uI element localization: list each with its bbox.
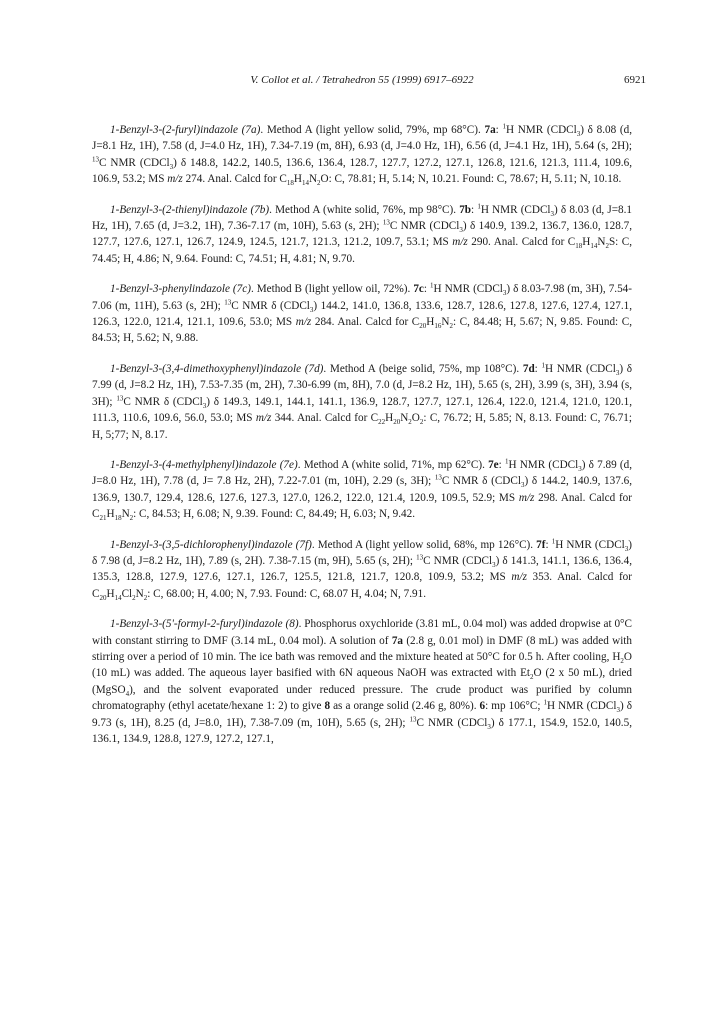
text-run: 284. Anal. Calcd for C: [311, 316, 420, 329]
compound-label: 7e: [488, 458, 499, 471]
text-run: C NMR δ (CDCl: [123, 395, 203, 408]
text-run: H NMR (CDCl: [546, 700, 617, 713]
subscript: 3: [624, 544, 629, 553]
compound-name: 1-Benzyl-3-(4-methylphenyl)indazole (7e): [110, 458, 298, 471]
text-run: ) δ 7.98 (d, J=8.2 Hz, 1H), 7.89 (s, 2H). 7.38-7.15 (m, 9H), 5.65 (s, 2H);: [92, 538, 633, 567]
text-run: 298. Anal. Calcd for C: [92, 491, 632, 521]
text-run: H NMR (CDCl: [505, 124, 577, 136]
subscript: 2: [605, 242, 609, 251]
subscript: 2: [419, 418, 424, 427]
text-run: Cl: [121, 587, 133, 600]
page-number: 6921: [624, 74, 646, 86]
subscript: 2: [530, 673, 534, 682]
text-run: N: [441, 316, 450, 329]
text-run: H: [106, 508, 115, 521]
text-run: N: [308, 173, 318, 186]
text-run: . Method A (white solid, 71%, mp 62°C).: [297, 458, 489, 471]
superscript: 13: [416, 553, 424, 562]
compound-label: 7a: [391, 634, 403, 647]
text-run: O: C, 78.81; H, 5.14; N, 10.21. Found: C, 78.67; H, 5.11; N, 10.18.: [320, 173, 622, 186]
text-run: : C, 84.53; H, 6.08; N, 9.39. Found: C, 84.49; H, 6.03; N, 9.42.: [133, 508, 416, 521]
text-run: C NMR (CDCl: [423, 554, 493, 567]
text-run: (2.8 g, 0.01 mol) in DMF (8 mL) was added with stirring over a period of 10 min. The ice bath was removed and the mixture heated at 50°C for 0.5 h. After cooling, H: [92, 634, 633, 663]
compound-paragraph: [92, 202, 632, 268]
italic-text: m/z: [167, 173, 183, 186]
subscript: 2: [408, 418, 412, 427]
text-run: H NMR (CDCl: [555, 538, 625, 551]
text-run: H: [106, 587, 115, 600]
text-run: . Method B (light yellow oil, 72%).: [250, 283, 414, 296]
compound-label: 6: [479, 700, 486, 713]
subscript: 22: [378, 418, 386, 427]
text-run: . Phosphorus oxychloride (3.81 mL, 0.04 mol) was added dropwise at 0°C with constant stirring to DMF (3.14 mL, 0.04 mol). A solution of: [92, 618, 632, 647]
text-run: H: [385, 412, 394, 425]
subscript: 3: [309, 305, 314, 314]
text-run: H: [582, 236, 591, 249]
compound-paragraph: [92, 122, 632, 188]
text-run: . Method A (white solid, 76%, mp 98°C).: [269, 203, 460, 216]
text-run: :: [545, 538, 552, 551]
superscript: 1: [477, 201, 481, 210]
compound-label: 7f: [536, 538, 546, 551]
subscript: 2: [132, 593, 136, 602]
subscript: 20: [393, 418, 401, 427]
text-run: :: [498, 458, 505, 471]
text-run: ) δ 7.99 (d, J=8.2 Hz, 1H), 7.53-7.35 (m, 2H), 7.30-6.99 (m, 8H), 7.0 (d, J=8.2 Hz, 1H), 5.65 (s, 2H), 3.99 (s, 3H), 3.94 (s, 3H);: [92, 362, 633, 408]
superscript: 1: [504, 457, 509, 466]
text-run: ) δ 177.1, 154.9, 152.0, 140.5, 136.1, 134.9, 128.8, 127.9, 127.2, 127.1,: [92, 716, 632, 745]
text-run: 274. Anal. Calcd for C: [182, 173, 287, 186]
text-run: H: [426, 316, 435, 329]
italic-text: m/z: [295, 316, 312, 329]
subscript: 3: [202, 401, 207, 410]
subscript: 14: [114, 593, 122, 602]
subscript: 18: [114, 514, 122, 523]
text-run: . Method A (light yellow solid, 79%, mp 68°C).: [260, 124, 485, 136]
subscript: 3: [578, 465, 582, 474]
text-run: 344. Anal. Calcd for C: [271, 412, 379, 425]
text-run: H NMR (CDCl: [545, 362, 616, 375]
text-run: ), and the solvent evaporated under reduced pressure. The crude product was purified by column chromatography (ethyl acetate/hexane 1: 2) to give: [92, 683, 632, 713]
text-run: :: [423, 283, 430, 296]
subscript: 21: [99, 514, 107, 523]
subscript: 3: [616, 706, 620, 715]
text-run: N: [121, 508, 130, 521]
subscript: 20: [99, 593, 107, 602]
text-run: ) δ 8.03 (d, J=8.1 Hz, 1H), 7.65 (d, J=3.2, 1H), 7.36-7.17 (m, 10H), 5.63 (s, 2H);: [92, 203, 633, 233]
text-run: C NMR (CDCl: [99, 156, 170, 169]
compound-name: 1-Benzyl-3-(2-thienyl)indazole (7b): [110, 203, 270, 216]
superscript: 13: [434, 473, 442, 482]
subscript: 3: [459, 226, 463, 235]
text-run: O (2 x 50 mL), dried (MgSO: [92, 667, 632, 696]
subscript: 20: [419, 322, 427, 331]
text-run: 353. Anal. Calcd for C: [92, 571, 632, 600]
text-run: C NMR (CDCl: [389, 220, 460, 233]
compound-name: 1-Benzyl-3-(3,4-dimethoxyphenyl)indazole (7d): [110, 362, 324, 375]
subscript: 3: [550, 209, 555, 218]
subscript: 3: [615, 369, 620, 378]
superscript: 13: [116, 393, 124, 402]
subscript: 2: [317, 179, 321, 188]
compound-label: 7c: [413, 283, 424, 296]
text-run: ) δ 148.8, 142.2, 140.5, 136.6, 136.4, 128.7, 127.7, 127.2, 127.1, 126.8, 121.6, 121.3, 111.4, 109.6, 106.9, 53.2; MS: [92, 156, 632, 186]
text-run: : C, 68.00; H, 4.00; N, 7.93. Found: C, 68.07 H, 4.04; N, 7.91.: [147, 587, 427, 600]
text-run: :: [534, 362, 542, 375]
italic-text: m/z: [255, 412, 272, 425]
text-run: : mp 106°C;: [485, 700, 544, 713]
italic-text: m/z: [511, 571, 527, 584]
text-run: ) δ 8.03-7.98 (m, 3H), 7.54-7.06 (m, 11H), 5.63 (s, 2H);: [92, 283, 633, 312]
experimental-section: [92, 122, 632, 761]
subscript: 2: [620, 657, 624, 666]
superscript: 1: [430, 281, 434, 290]
text-run: 290. Anal. Calcd for C: [467, 236, 576, 249]
subscript: 3: [576, 130, 581, 139]
compound-label: 8: [324, 700, 331, 713]
superscript: 13: [224, 297, 232, 306]
compound-label: 7b: [459, 203, 472, 216]
subscript: 3: [520, 481, 525, 490]
text-run: :: [495, 124, 503, 136]
superscript: 1: [541, 361, 545, 370]
superscript: 1: [543, 698, 547, 707]
superscript: 13: [382, 218, 390, 227]
text-run: C NMR δ (CDCl: [441, 475, 521, 488]
subscript: 3: [487, 722, 491, 731]
subscript: 2: [143, 593, 148, 602]
text-run: C NMR (CDCl: [416, 716, 488, 729]
text-run: : C, 84.48; H, 5.67; N, 9.85. Found: C, 84.53; H, 5.62; N, 9.88.: [92, 316, 632, 345]
subscript: 3: [169, 163, 174, 172]
compound-name: 1-Benzyl-3-(5'-formyl-2-furyl)indazole (8): [110, 618, 299, 631]
text-run: ) δ 9.73 (s, 1H), 8.25 (d, J=8.0, 1H), 7.38-7.09 (m, 10H), 5.65 (s, 2H);: [92, 700, 632, 729]
text-run: O (10 mL) was added. The aqueous layer basified with 6N aqueous NaOH was extracted with Et: [92, 650, 632, 680]
running-header: [92, 72, 646, 88]
compound-name: 1-Benzyl-3-(2-furyl)indazole (7a): [110, 124, 261, 136]
text-run: ) δ 149.3, 149.1, 144.1, 141.1, 136.9, 128.7, 127.7, 127.1, 126.4, 122.0, 121.4, 121.0, 120.1, 111.3, 110.6, 109.6, 56.0, 53.0; MS: [92, 395, 633, 425]
text-run: N: [400, 412, 409, 425]
compound-paragraph: [92, 616, 632, 747]
subscript: 2: [449, 322, 453, 331]
text-run: . Method A (light yellow solid, 68%, mp 126°C).: [311, 538, 537, 551]
subscript: 14: [590, 242, 598, 251]
compound-label: 7d: [522, 362, 535, 375]
compound-name: 1-Benzyl-3-(3,5-dichlorophenyl)indazole (7f): [110, 538, 312, 551]
subscript: 3: [502, 289, 507, 298]
compound-paragraph: [92, 537, 632, 603]
superscript: 13: [92, 155, 99, 164]
superscript: 1: [551, 536, 556, 545]
text-run: : C, 76.72; H, 5.85; N, 8.13. Found: C, 76.71; H, 5;77; N, 8.17.: [92, 412, 632, 441]
text-run: ) δ 141.3, 141.1, 136.6, 136.4, 135.3, 128.8, 127.9, 127.6, 127.1, 126.7, 125.5, 121.8, 121.7, 120.8, 109.9, 53.2; MS: [92, 554, 632, 584]
text-run: . Method A (beige solid, 75%, mp 108°C).: [323, 362, 523, 375]
text-run: O: [411, 412, 420, 425]
text-run: H NMR (CDCl: [480, 203, 551, 216]
superscript: 1: [502, 122, 506, 131]
text-run: H: [293, 173, 302, 186]
compound-paragraph: [92, 361, 632, 443]
compound-label: 7a: [484, 124, 496, 136]
text-run: N: [597, 236, 606, 249]
text-run: ) δ 140.9, 139.2, 136.7, 136.0, 128.7, 127.7, 127.6, 127.1, 126.7, 124.9, 124.5, 121.7, 121.3, 121.2, 109.7, 53.1; MS: [92, 220, 633, 249]
subscript: 3: [492, 561, 496, 570]
subscript: 4: [125, 690, 130, 699]
italic-text: m/z: [518, 491, 535, 504]
text-run: ) δ 144.2, 140.9, 137.6, 136.9, 130.7, 129.4, 128.6, 127.6, 127.3, 127.0, 126.2, 122.0, 121.4, 120.9, 109.5, 52.9; MS: [92, 475, 633, 504]
text-run: H NMR (CDCl: [433, 283, 503, 296]
subscript: 16: [434, 322, 442, 331]
text-run: N: [135, 587, 144, 600]
subscript: 18: [286, 179, 294, 188]
text-run: S: C, 74.45; H, 4.86; N, 9.64. Found: C, 74.51; H, 4.81; N, 9.70.: [92, 236, 633, 265]
text-run: C NMR δ (CDCl: [231, 299, 310, 312]
running-head: V. Collot et al. / Tetrahedron 55 (1999) 6917–6922: [250, 74, 474, 86]
compound-name: 1-Benzyl-3-phenylindazole (7c): [110, 283, 251, 296]
text-run: ) δ 7.89 (d, J=8.0 Hz, 1H), 7.78 (d, J= 7.8 Hz, 2H), 7.22-7.01 (m, 10H), 2.29 (s, 3H);: [92, 458, 633, 488]
subscript: 14: [301, 179, 309, 188]
text-run: ) δ 8.08 (d, J=8.1 Hz, 1H), 7.58 (d, J=4.0 Hz, 1H), 7.34-7.19 (m, 8H), 6.93 (d, J=4.0 Hz, 1H), 6.56 (d, J=4.1 Hz, 1H), 5.64 (s, 2H);: [92, 124, 633, 153]
text-run: as a orange solid (2.46 g, 80%).: [330, 700, 480, 713]
subscript: 2: [129, 514, 134, 523]
compound-paragraph: [92, 457, 632, 523]
superscript: 13: [409, 714, 417, 723]
text-run: H NMR (CDCl: [508, 458, 579, 471]
subscript: 18: [575, 242, 583, 251]
text-run: ) 144.2, 141.0, 136.8, 133.6, 128.7, 128.6, 127.8, 127.6, 127.4, 127.1, 126.3, 122.0, 121.4, 121.1, 109.6, 53.0; MS: [92, 299, 633, 329]
text-run: :: [471, 203, 478, 216]
italic-text: m/z: [452, 236, 468, 249]
compound-paragraph: [92, 281, 632, 347]
